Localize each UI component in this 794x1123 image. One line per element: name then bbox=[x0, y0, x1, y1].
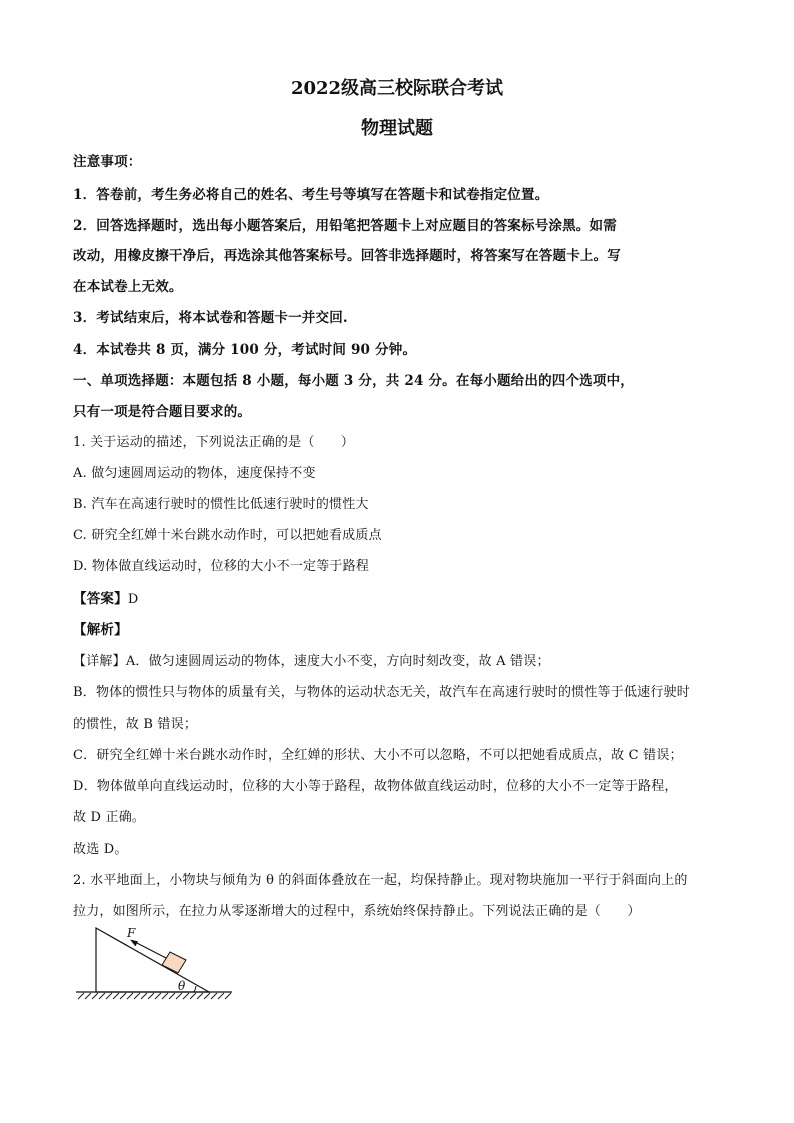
answer-label: 【答案】 bbox=[73, 591, 128, 607]
exam-title: 2022级高三校际联合考试 bbox=[290, 78, 504, 99]
detail-line: 故选 D。 bbox=[73, 842, 128, 857]
question-2-stem: 拉力，如图所示，在拉力从零逐渐增大的过程中，系统始终保持静止。下列说法正确的是（ ） bbox=[73, 904, 641, 919]
question-1-option-c: C. 研究全红婵十米台跳水动作时，可以把她看成质点 bbox=[73, 528, 382, 543]
incline-figure bbox=[72, 922, 237, 1004]
detail-label: 【详解】 bbox=[73, 654, 126, 669]
analysis-label: 【解析】 bbox=[73, 622, 128, 638]
section-heading-line: 只有一项是符合题目要求的。 bbox=[73, 404, 252, 420]
note-line: 改动，用橡皮擦干净后，再选涂其他答案标号。回答非选择题时，将答案写在答题卡上。写 bbox=[73, 248, 621, 264]
exam-subject-title: 物理试题 bbox=[361, 118, 433, 139]
note-line: 4．本试卷共 8 页，满分 100 分，考试时间 90 分钟。 bbox=[73, 342, 417, 358]
force-label: F bbox=[127, 926, 136, 940]
question-1-answer bbox=[73, 587, 138, 607]
angle-arc bbox=[194, 986, 196, 992]
answer-value: D bbox=[127, 592, 139, 607]
detail-line: C．研究全红婵十米台跳水动作时，全红婵的形状、大小不可以忽略，不可以把她看成质点，故 C 错误； bbox=[73, 748, 683, 763]
section-heading-line: 一、单项选择题：本题包括 8 小题，每小题 3 分，共 24 分。在每小题给出的四个选项中， bbox=[73, 373, 634, 389]
incline-triangle bbox=[96, 928, 209, 992]
question-1-option-a: A. 做匀速圆周运动的物体，速度保持不变 bbox=[73, 466, 316, 481]
question-1-option-d: D. 物体做直线运动时，位移的大小不一定等于路程 bbox=[73, 559, 370, 574]
note-line: 2．回答选择题时，选出每小题答案后，用铅笔把答题卡上对应题目的答案标号涂黑。如需 bbox=[73, 218, 617, 234]
detail-line: B．物体的惯性只与物体的质量有关，与物体的运动状态无关，故汽车在高速行驶时的惯性等于低速行驶时 bbox=[73, 685, 690, 700]
angle-label: θ bbox=[178, 979, 186, 993]
force-arrow bbox=[130, 940, 166, 959]
detail-line bbox=[73, 650, 550, 669]
question-2-stem: 2. 水平地面上，小物块与倾角为 θ 的斜面体叠放在一起，均保持静止。现对物块施加一平行于斜面向上的 bbox=[73, 873, 688, 888]
note-line: 1．答卷前，考生务必将自己的姓名、考生号等填写在答题卡和试卷指定位置。 bbox=[73, 187, 549, 203]
ground-surface bbox=[76, 992, 232, 999]
note-line: 3．考试结束后，将本试卷和答题卡一并交回. bbox=[73, 310, 348, 326]
detail-line: D．物体做单向直线运动时，位移的大小等于路程，故物体做直线运动时，位移的大小不一定等于路程， bbox=[73, 779, 678, 794]
question-1-stem: 1. 关于运动的描述，下列说法正确的是（ ） bbox=[73, 435, 355, 450]
block bbox=[162, 952, 186, 973]
question-1-option-b: B. 汽车在高速行驶时的惯性比低速行驶时的惯性大 bbox=[73, 497, 369, 512]
detail-text: A．做匀速圆周运动的物体，速度大小不变，方向时刻改变，故 A 错误； bbox=[125, 654, 550, 669]
note-line: 在本试卷上无效。 bbox=[73, 279, 183, 295]
detail-line: 的惯性，故 B 错误； bbox=[73, 717, 198, 732]
detail-line: 故 D 正确。 bbox=[73, 810, 146, 825]
notes-heading: 注意事项： bbox=[73, 154, 142, 170]
